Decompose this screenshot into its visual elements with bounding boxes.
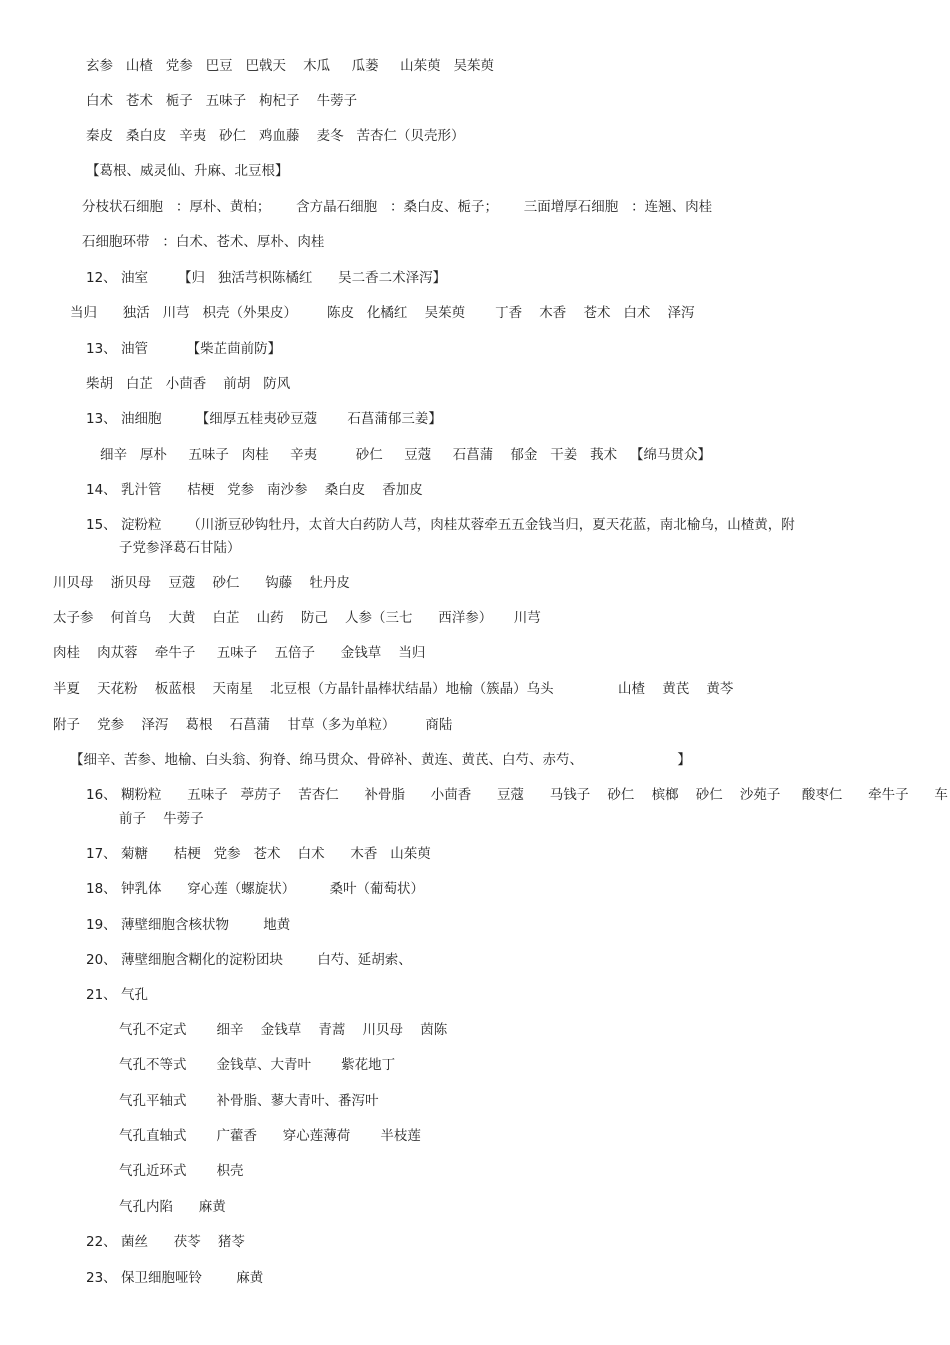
text-line: 当归 独活 川芎 枳壳（外果皮） 陈皮 化橘红 吴茱萸 丁香 木香 苍术 白术 泽泻 [70, 305, 695, 321]
text-line: 柴胡 白芷 小茴香 前胡 防风 [86, 376, 291, 392]
text-line: 川贝母 浙贝母 豆蔻 砂仁 钩藤 牡丹皮 [53, 575, 350, 591]
text-line: 14、 乳汁管 桔梗 党参 南沙参 桑白皮 香加皮 [86, 482, 423, 498]
text-line: 细辛 厚朴 五味子 肉桂 辛夷 砂仁 豆蔻 石菖蒲 郁金 干姜 莪术 【绵马贯众】 [100, 447, 711, 463]
text-line: 21、 气孔 [86, 987, 148, 1003]
text-line: 气孔平轴式 补骨脂、蓼大青叶、番泻叶 [119, 1093, 379, 1109]
text-line: 19、 薄壁细胞含核状物 地黄 [86, 917, 291, 933]
text-line: 12、 油室 【归 独活芎枳陈橘红 吴二香二术泽泻】 [86, 270, 447, 286]
text-line: 18、 钟乳体 穿心莲（螺旋状） 桑叶（葡萄状） [86, 881, 425, 897]
text-line: 肉桂 肉苁蓉 牵牛子 五味子 五倍子 金钱草 当归 [53, 645, 426, 661]
text-line: 半夏 天花粉 板蓝根 天南星 北豆根（方晶针晶棒状结晶）地榆（簇晶）乌头 山楂 黄芪 黄芩 [53, 681, 734, 697]
text-line: 23、 保卫细胞哑铃 麻黄 [86, 1270, 264, 1286]
text-line: 17、 菊糖 桔梗 党参 苍术 白术 木香 山茱萸 [86, 846, 431, 862]
text-line: 子党参泽葛石甘陆） [119, 540, 241, 556]
text-line: 白术 苍术 栀子 五味子 枸杞子 牛蒡子 [86, 93, 358, 109]
text-line: 太子参 何首乌 大黄 白芷 山药 防己 人参（三七 西洋参） 川芎 [53, 610, 541, 626]
text-line: 气孔不等式 金钱草、大青叶 紫花地丁 [119, 1057, 396, 1073]
text-line: 13、 油管 【柴芷茴前防】 [86, 341, 282, 357]
text-line: 附子 党参 泽泻 葛根 石菖蒲 甘草（多为单粒） 商陆 [53, 717, 453, 733]
text-line: 22、 菌丝 茯苓 猪苓 [86, 1234, 245, 1250]
text-line: 【葛根、威灵仙、升麻、北豆根】 [86, 163, 289, 179]
text-line: 气孔直轴式 广藿香 穿心莲薄荷 半枝莲 [119, 1128, 421, 1144]
text-line: 玄参 山楂 党参 巴豆 巴戟天 木瓜 瓜蒌 山茱萸 吴茱萸 [86, 58, 494, 74]
text-line: 气孔近环式 枳壳 [119, 1163, 244, 1179]
text-line: 气孔内陷 麻黄 [119, 1199, 226, 1215]
text-line: 【细辛、苦参、地榆、白头翁、狗脊、绵马贯众、骨碎补、黄连、黄芪、白芍、赤芍、 】 [70, 752, 691, 768]
text-line: 16、 糊粉粒 五味子 葶苈子 苦杏仁 补骨脂 小茴香 豆蔻 马钱子 砂仁 槟榔 砂仁 沙苑子 酸枣仁 牵牛子 车 [86, 787, 948, 803]
text-line: 气孔不定式 细辛 金钱草 青蒿 川贝母 茵陈 [119, 1022, 448, 1038]
text-line: 秦皮 桑白皮 辛夷 砂仁 鸡血藤 麦冬 苦杏仁（贝壳形） [86, 128, 465, 144]
text-line: 20、 薄壁细胞含糊化的淀粉团块 白芍、延胡索、 [86, 952, 412, 968]
text-line: 前子 牛蒡子 [119, 811, 204, 827]
text-line: 石细胞环带 ：白术、苍术、厚朴、肉桂 [82, 234, 325, 250]
text-line: 15、 淀粉粒 （川浙豆砂钩牡丹，太首大白药防人芎，肉桂苁蓉牵五五金钱当归，夏天花蓝，南北榆乌，山楂黄，附 [86, 517, 795, 533]
text-line: 13、 油细胞 【细厚五桂夷砂豆蔻 石菖蒲郁三姜】 [86, 411, 442, 427]
text-line: 分枝状石细胞 ：厚朴、黄柏； 含方晶石细胞 ：桑白皮、栀子； 三面增厚石细胞 ：连翘、肉桂 [82, 199, 713, 215]
